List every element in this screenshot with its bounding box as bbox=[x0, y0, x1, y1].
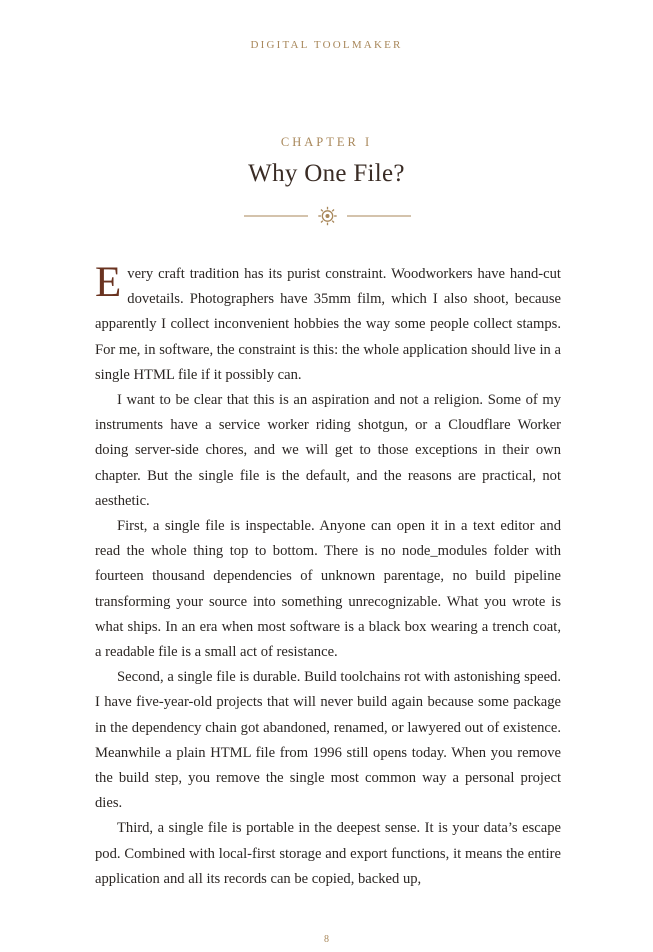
chapter-title: Why One File? bbox=[248, 160, 405, 187]
paragraph-5: Third, a single file is portable in the deepest sense. It is your data’s escape pod. Combined with local-first storage and export functions, it means the entire application and all its records can be copied, backed up, bbox=[95, 820, 561, 887]
paragraph-3: First, a single file is inspectable. Anyone can open it in a text editor and read the whole thing top to bottom. There is no node_modules folder with fourteen thousand dependencies of unknown parentage, no build pipeline transforming your source into something unrecognizable. What you wrote is what ships. In an era when most software is a black box wearing a trench coat, a readable file is a small act of resistance. bbox=[95, 518, 561, 661]
paragraph-4: Second, a single file is durable. Build toolchains rot with astonishing speed. I have five-year-old projects that will never build again because some package in the dependency chain got abandoned, renamed, or lawyered out of existence. Meanwhile a plain HTML file from 1996 still opens today. When you remove the build step, you remove the single most common way a personal project dies. bbox=[95, 669, 561, 812]
sun-gear-icon bbox=[318, 207, 336, 225]
paragraph-1 bbox=[95, 259, 561, 388]
paragraph-2: I want to be clear that this is an aspiration and not a religion. Some of my instruments have a service worker riding shotgun, or a Cloudflare Worker doing server-side chores, and we will get to those exceptions in their own chapter. But the single file is the default, and the reasons are practical, not aesthetic. bbox=[95, 392, 561, 509]
chapter-ornament bbox=[244, 204, 411, 228]
page-number: 8 bbox=[324, 934, 329, 945]
running-head: DIGITAL TOOLMAKER bbox=[250, 39, 403, 51]
paragraph-1-text: very craft tradition has its purist constraint. Woodworkers have hand-cut dovetails. Photographers have 35mm film, which I also shoot, because apparently I collect inconvenient hobbies the way some people collect stamps. For me, in software, the constraint is this: the whole application should live in a single HTML file if it possibly can. bbox=[95, 266, 561, 383]
chapter-label: CHAPTER I bbox=[280, 135, 373, 149]
chapter-body bbox=[95, 259, 561, 892]
drop-cap: E bbox=[95, 259, 122, 306]
